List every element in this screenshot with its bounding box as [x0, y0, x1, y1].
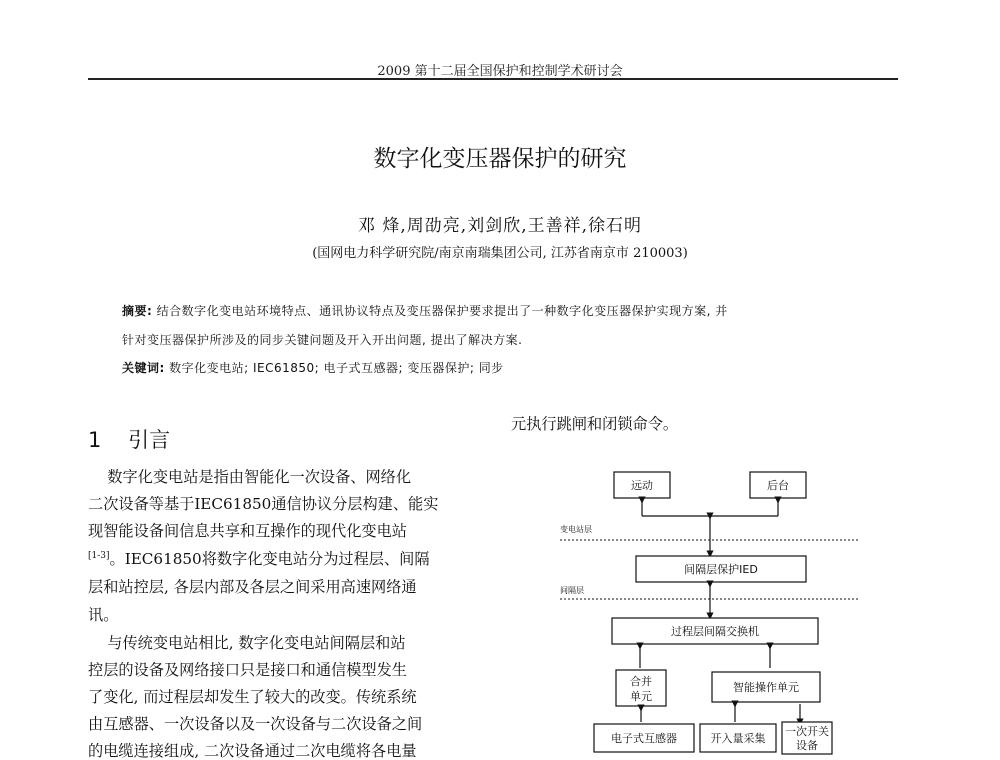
abstract-line-2: [122, 331, 522, 348]
abstract-line-1: [122, 302, 728, 319]
paper-authors: 邓 烽,周劭亮,刘剑欣,王善祥,徐石明: [357, 216, 643, 236]
body-line: 现智能设备间信息共享和互操作的现代化变电站: [88, 522, 407, 540]
body-line: 层和站控层, 各层内部及各层之间采用高速网络通: [88, 578, 417, 596]
bay-layer-label: 间隔层: [560, 586, 584, 595]
abstract-text-1: 结合数字化变电站环境特点、通讯协议特点及变压器保护要求提出了一种数字化变压器保护实现方案, 并: [156, 304, 728, 318]
body-line: 讯。: [88, 606, 119, 624]
section-number: 1: [88, 428, 102, 452]
section-title: 引言: [128, 428, 171, 452]
electronic-ct-label: 电子式互感器: [611, 732, 677, 745]
keywords-line: [122, 359, 504, 376]
backstage-label: 后台: [767, 479, 789, 492]
body-line: 控层的设备及网络接口只是接口和通信模型发生: [88, 661, 407, 679]
primary-switch-label-1: 一次开关: [785, 725, 829, 738]
body-line: 的电缆连接组成, 二次设备通过二次电缆将各电量: [88, 742, 417, 760]
body-line: 二次设备等基于IEC61850通信协议分层构建、能实: [88, 495, 439, 513]
merging-unit-label-2: 单元: [630, 690, 652, 703]
binary-input-label: 开入量采集: [710, 732, 766, 745]
body-line: 了变化, 而过程层却发生了较大的改变。传统系统: [88, 688, 417, 706]
remote-label: 远动: [631, 479, 653, 492]
architecture-diagram: [560, 460, 880, 760]
body-line: 与传统变电站相比, 数字化变电站间隔层和站: [88, 634, 406, 652]
conference-header: 2009 第十二届全国保护和控制学术研讨会: [377, 64, 623, 79]
abstract-text-2: 针对变压器保护所涉及的同步关键问题及开入开出问题, 提出了解决方案.: [122, 333, 523, 347]
body-line-text: 。IEC61850将数字化变电站分为过程层、间隔: [109, 550, 430, 569]
paper-title: 数字化变压器保护的研究: [373, 146, 627, 172]
section-1-heading: [88, 424, 170, 454]
merging-unit-label-1: 合并: [630, 675, 652, 688]
smart-op-label: 智能操作单元: [733, 681, 799, 694]
header-rule: [88, 78, 898, 80]
paper-affiliation: (国网电力科学研究院/南京南瑞集团公司, 江苏省南京市 210003): [312, 246, 688, 261]
right-column-text: 元执行跳闸和闭锁命令。: [511, 415, 679, 433]
citation: [1-3]: [88, 551, 110, 561]
body-line: 数字化变电站是指由智能化一次设备、网络化: [88, 468, 412, 486]
keywords-text: 数字化变电站; IEC61850; 电子式互感器; 变压器保护; 同步: [169, 361, 504, 375]
bay-ied-label: 间隔层保护IED: [684, 563, 758, 576]
abstract-label: 摘要:: [122, 304, 153, 318]
body-line: 由互感器、一次设备以及一次设备与二次设备之间: [88, 715, 423, 733]
process-switch-label: 过程层间隔交换机: [671, 625, 759, 638]
station-layer-label: 变电站层: [560, 525, 592, 534]
body-line-with-citation: [88, 552, 488, 567]
keywords-label: 关键词:: [122, 361, 165, 375]
primary-switch-label-2: 设备: [796, 739, 818, 752]
